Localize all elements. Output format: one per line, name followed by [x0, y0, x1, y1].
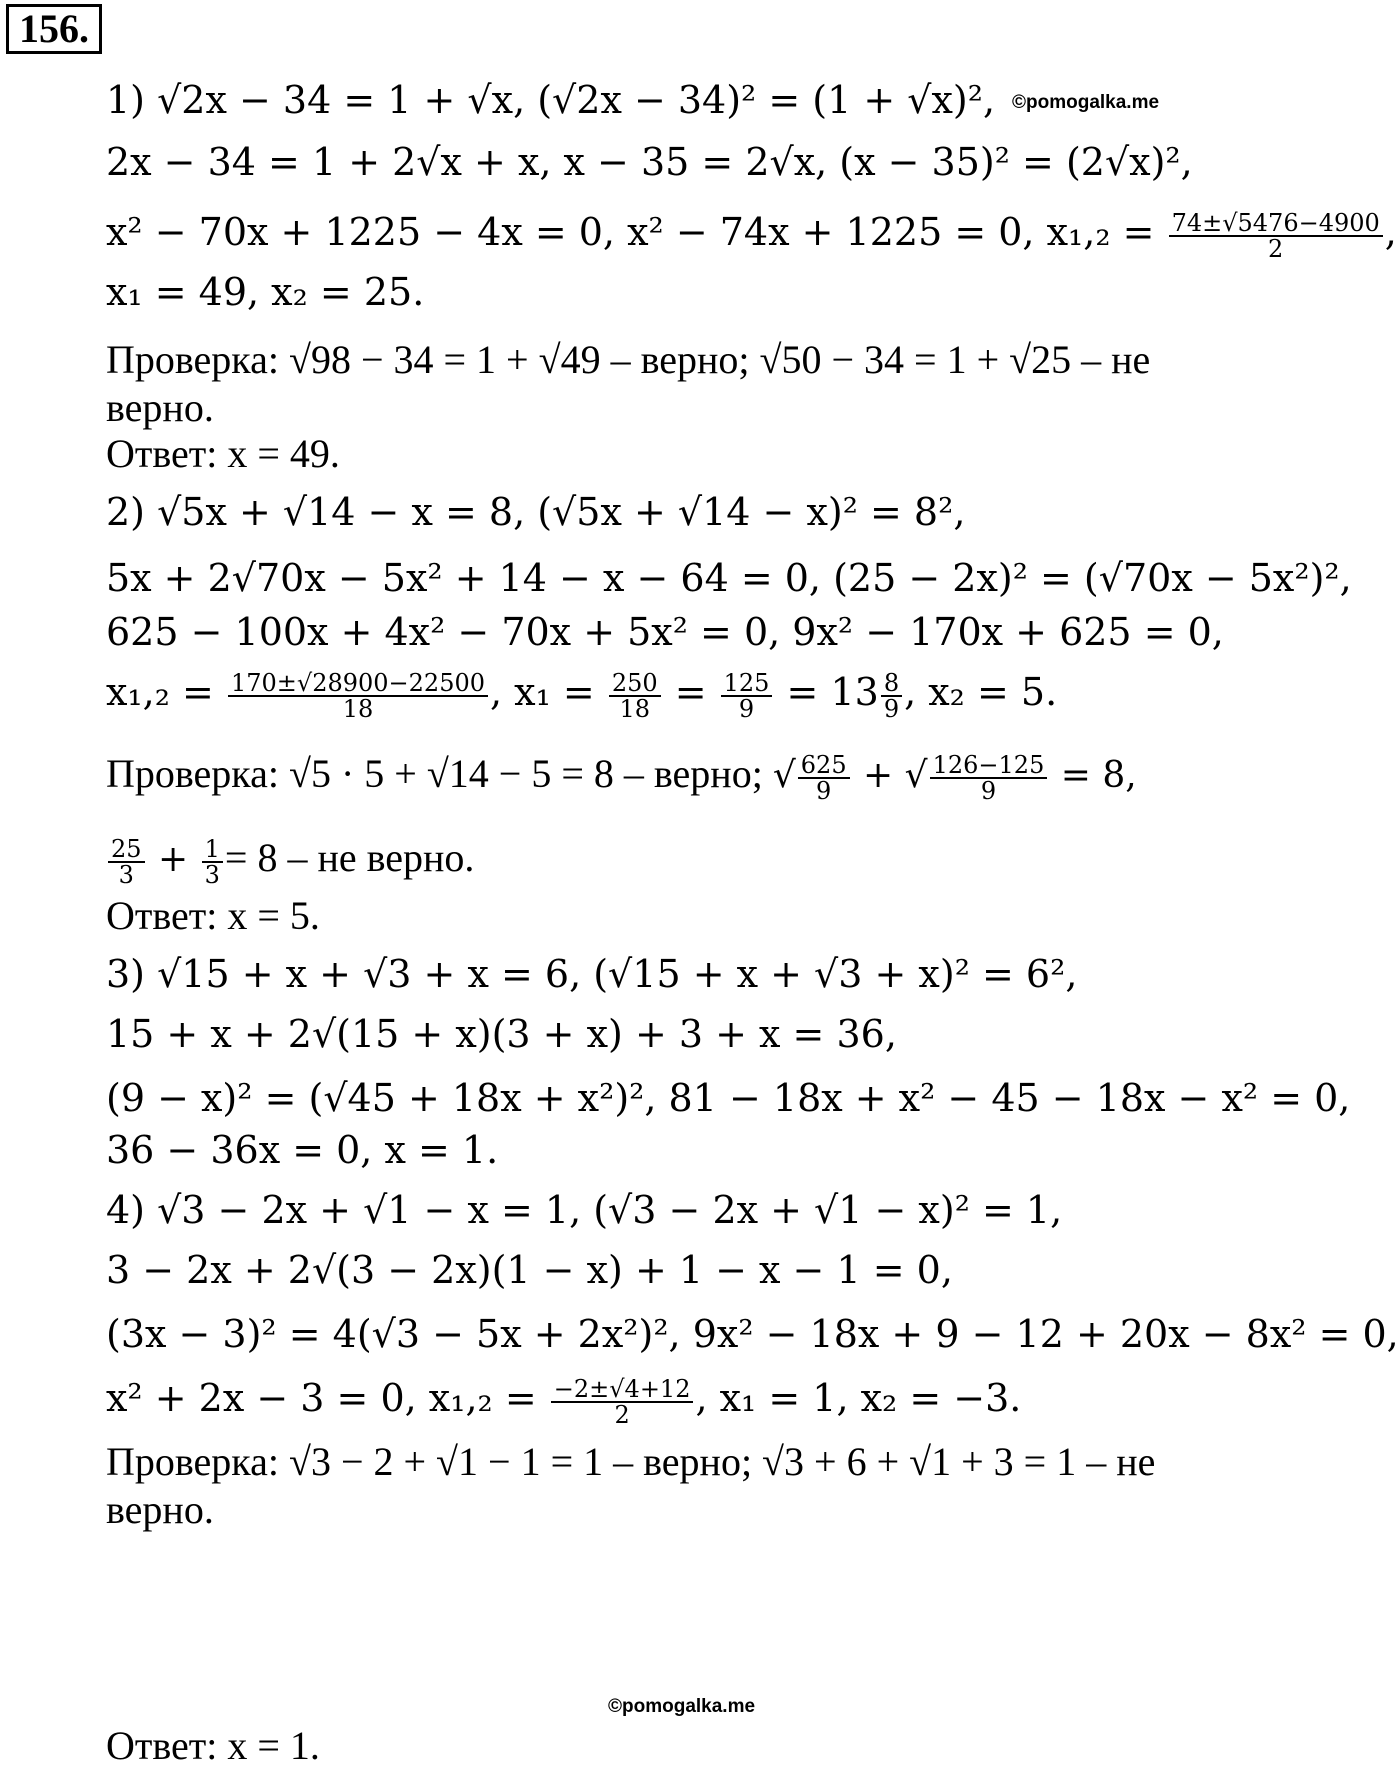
solution-line [106, 1376, 1021, 1427]
denominator: 2 [614, 1400, 630, 1429]
numerator: 125 [721, 671, 773, 697]
denominator: 9 [738, 694, 755, 723]
check-text: = 8 – не верно. [224, 835, 475, 880]
solution-line: 36 − 36x = 0, x = 1. [106, 1128, 499, 1172]
check-line: верно. [106, 1487, 214, 1532]
denominator: 9 [816, 777, 832, 805]
answer-line: Ответ: x = 49. [106, 431, 340, 476]
equation-text: = [662, 670, 719, 714]
problem-number: 156. [6, 4, 102, 54]
check-line [106, 836, 474, 887]
denominator: 18 [342, 694, 374, 723]
solution-line: (3x − 3)² = 4(√3 − 5x + 2x²)², 9x² − 18x + 9 − 12 + 20x − 8x² = 0, [106, 1312, 1399, 1356]
solution-line: 2x − 34 = 1 + 2√x + x, x − 35 = 2√x, (x − 35)² = (2√x)², [106, 140, 1193, 184]
fraction [228, 668, 488, 723]
denominator: 2 [1268, 234, 1284, 263]
plus-sign: + [851, 755, 905, 796]
watermark: ©pomogalka.me [608, 1696, 756, 1717]
check-line: Проверка: √3 − 2 + √1 − 1 = 1 – верно; √3 + 6 + √1 + 3 = 1 – не [106, 1439, 1156, 1484]
solution-line: x₁ = 49, x₂ = 25. [106, 270, 425, 314]
check-line [106, 752, 1137, 803]
numerator: 625 [798, 753, 850, 779]
equation-text: = 13 [774, 670, 879, 714]
fraction [930, 753, 1048, 803]
solution-line: 3 − 2x + 2√(3 − 2x)(1 − x) + 1 − x − 1 = 0, [106, 1248, 953, 1292]
numerator: 1 [202, 837, 223, 863]
solution-line [106, 210, 1397, 261]
check-line: Проверка: √98 − 34 = 1 + √49 – верно; √50 − 34 = 1 + √25 – не [106, 337, 1151, 382]
numerator: 74±√5476−4900 [1169, 211, 1383, 237]
equation-text: x² − 70x + 1225 − 4x = 0, x² − 74x + 1225 = 0, x₁,₂ = [106, 210, 1167, 254]
equation-text: = 8, [1049, 755, 1137, 796]
sqrt-sign: √ [772, 755, 796, 796]
fraction [609, 668, 661, 723]
solution-line: 4) √3 − 2x + √1 − x = 1, (√3 − 2x + √1 − x)² = 1, [106, 1188, 1063, 1232]
numerator: 126−125 [930, 753, 1048, 779]
solution-line: (9 − x)² = (√45 + 18x + x²)², 81 − 18x + x² − 45 − 18x − x² = 0, [106, 1076, 1351, 1120]
numerator: −2±√4+12 [551, 1377, 694, 1403]
solution-line: 15 + x + 2√(15 + x)(3 + x) + 3 + x = 36, [106, 1012, 897, 1056]
numerator: 250 [609, 671, 661, 697]
equation-text: x² + 2x − 3 = 0, x₁,₂ = [106, 1376, 549, 1420]
fraction [551, 1374, 694, 1429]
solution-line [106, 670, 1057, 721]
fraction [202, 837, 223, 887]
equation-text: x₁,₂ = [106, 670, 226, 714]
comma: , [1384, 210, 1397, 254]
denominator: 3 [118, 861, 134, 889]
equation-text: , x₁ = [490, 670, 607, 714]
solution-line: 3) √15 + x + √3 + x = 6, (√15 + x + √3 + x)² = 6², [106, 952, 1078, 996]
denominator: 18 [619, 694, 650, 723]
fraction [881, 668, 902, 723]
fraction [798, 753, 850, 803]
denominator: 9 [980, 777, 997, 805]
sqrt-sign: √ [904, 755, 928, 796]
solution-line: 2) √5x + √14 − x = 8, (√5x + √14 − x)² = 8², [106, 490, 966, 534]
equation-text: , x₁ = 1, x₂ = −3. [695, 1376, 1022, 1420]
check-line: верно. [106, 385, 214, 430]
answer-line: Ответ: x = 5. [106, 893, 320, 938]
denominator: 3 [204, 861, 220, 889]
fraction [1169, 208, 1383, 263]
numerator: 25 [108, 837, 145, 863]
fraction [721, 668, 773, 723]
equation-text: , x₂ = 5. [904, 670, 1058, 714]
denominator: 9 [883, 694, 900, 723]
numerator: 8 [881, 671, 902, 697]
check-text: Проверка: √5 · 5 + √14 − 5 = 8 – верно; [106, 751, 773, 796]
solution-line: 625 − 100x + 4x² − 70x + 5x² = 0, 9x² − 170x + 625 = 0, [106, 610, 1224, 654]
fraction [108, 837, 145, 887]
watermark: ©pomogalka.me [1012, 92, 1160, 113]
solution-line: 1) √2x − 34 = 1 + √x, (√2x − 34)² = (1 + √x)², [106, 78, 996, 122]
plus-sign: + [146, 839, 200, 880]
answer-line: Ответ: x = 1. [106, 1723, 320, 1768]
numerator: 170±√28900−22500 [228, 671, 488, 697]
solution-line: 5x + 2√70x − 5x² + 14 − x − 64 = 0, (25 − 2x)² = (√70x − 5x²)², [106, 556, 1352, 600]
